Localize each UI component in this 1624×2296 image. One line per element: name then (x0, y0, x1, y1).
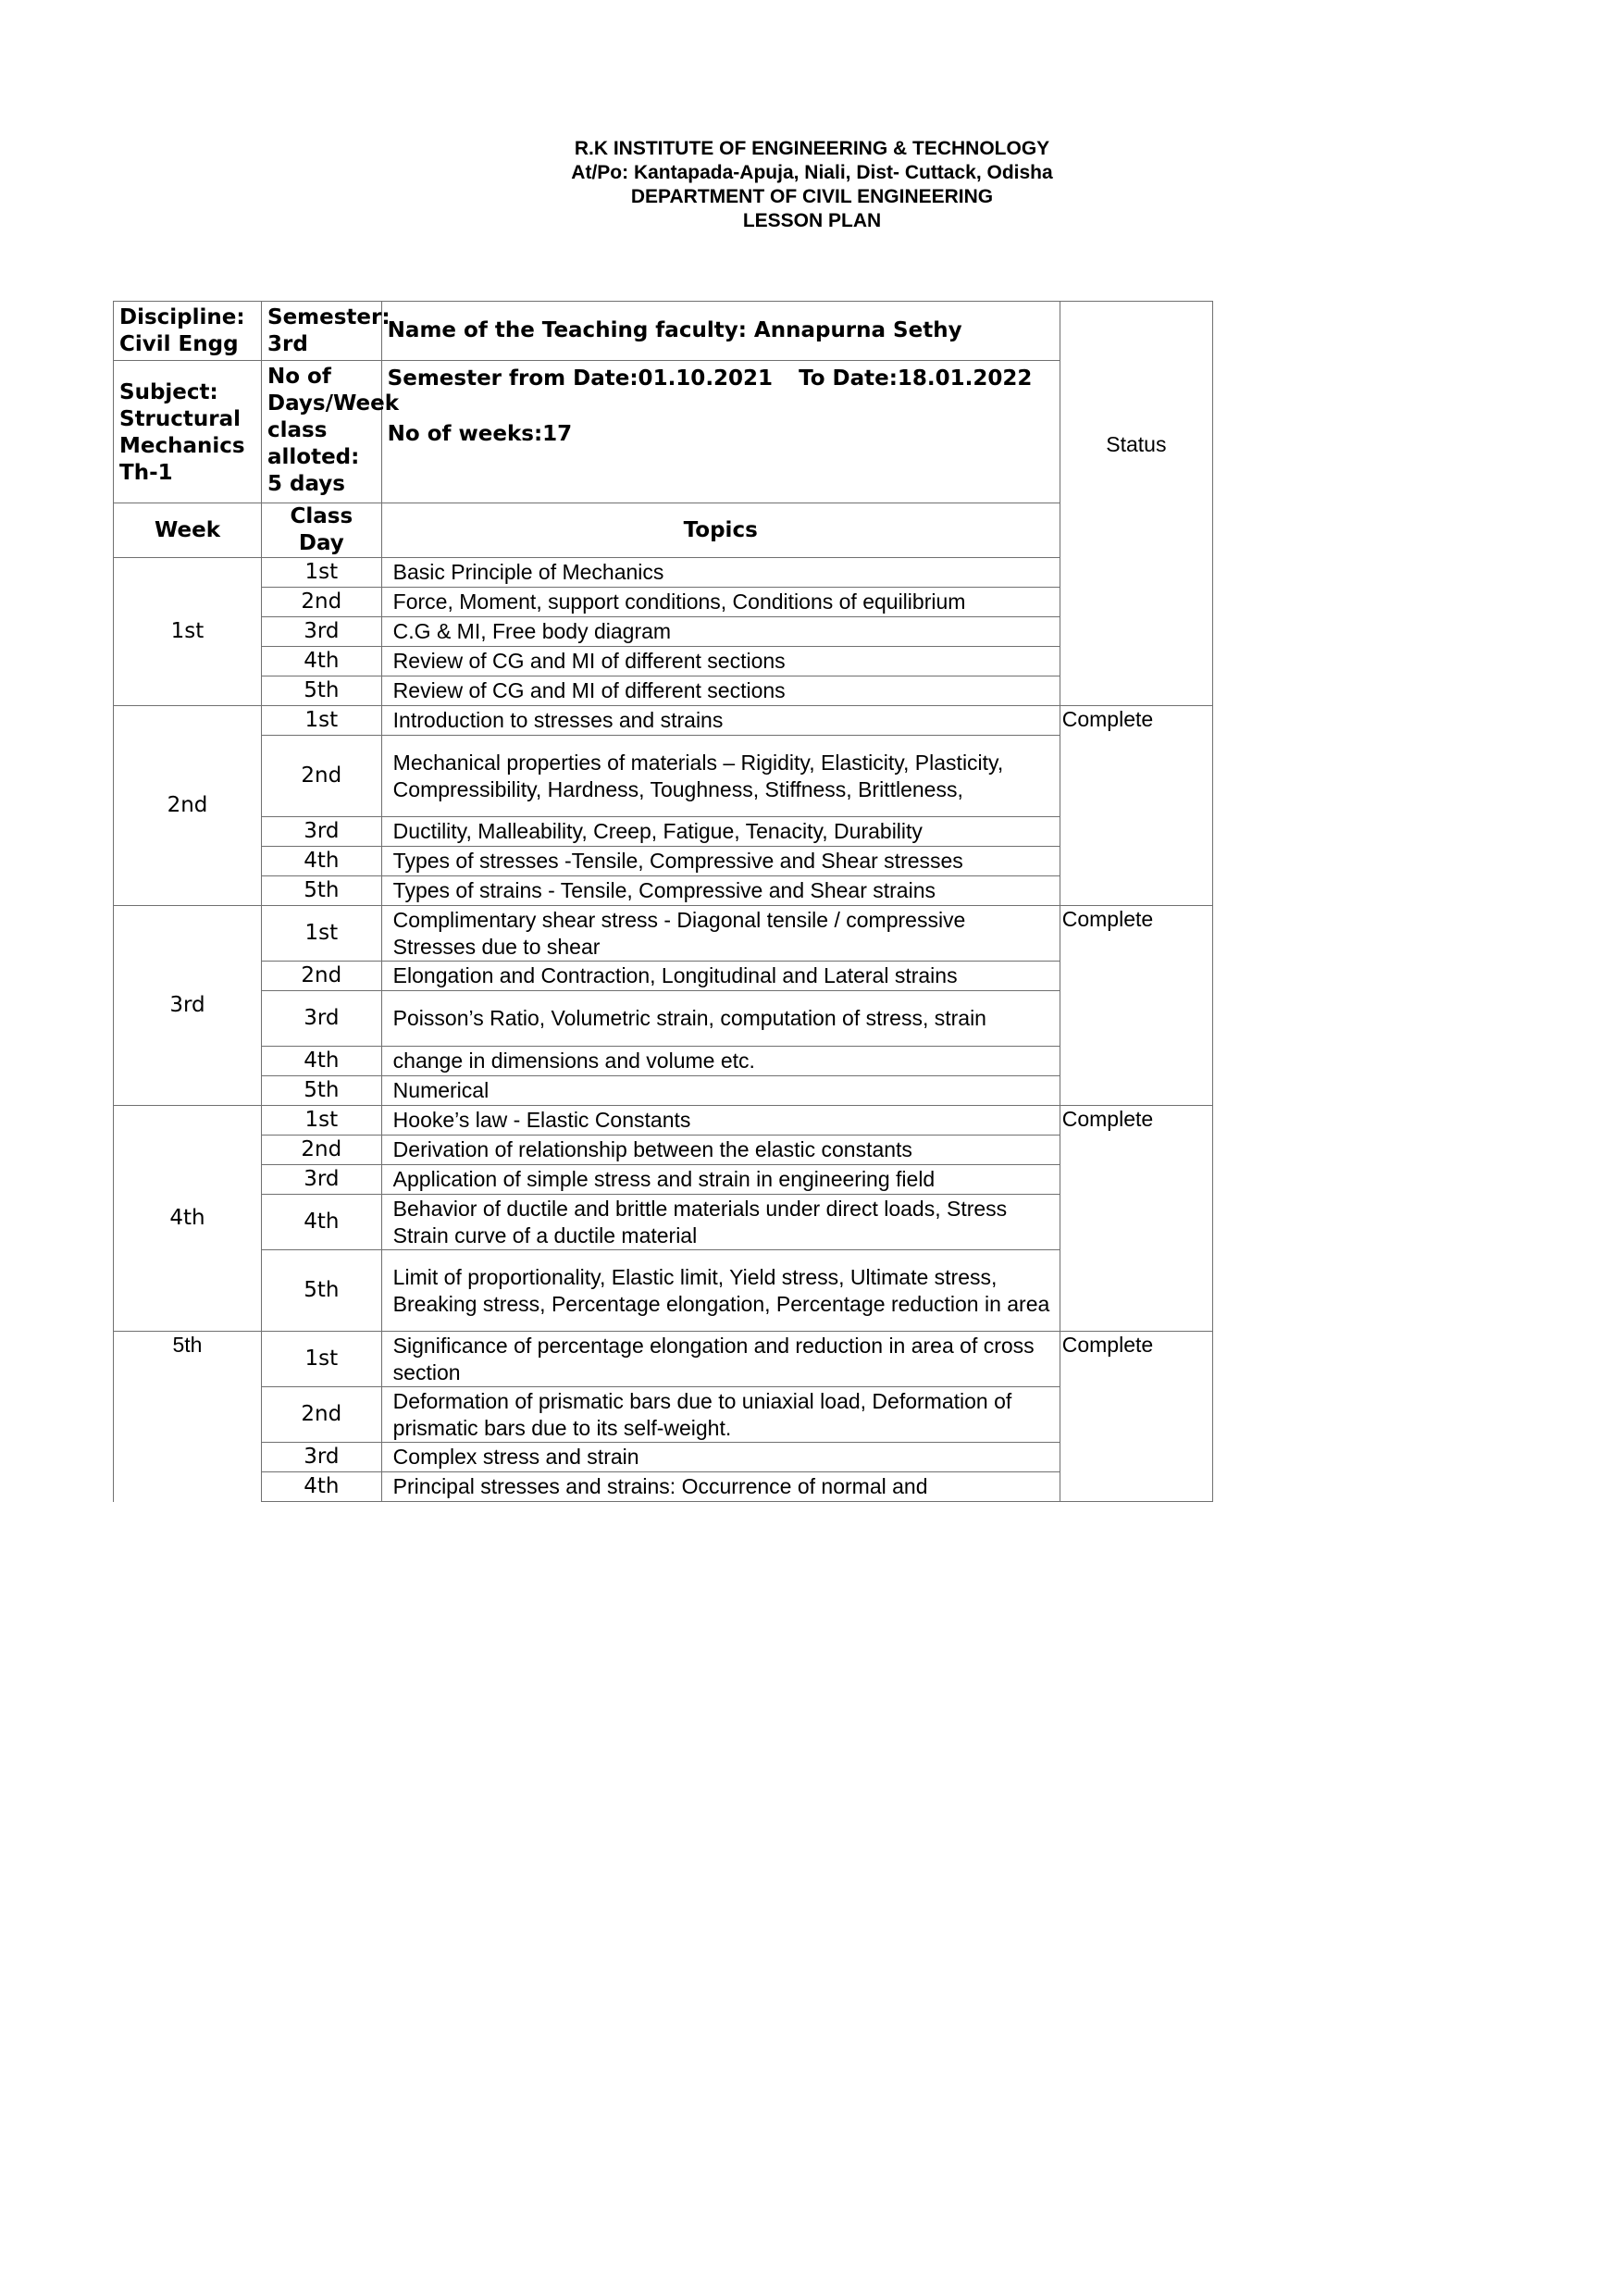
topic-cell: Review of CG and MI of different sections (381, 647, 1060, 676)
lesson-plan-table (113, 301, 1213, 1502)
class-day-cell: 4th (262, 1195, 382, 1250)
class-day-cell: 5th (262, 676, 382, 706)
class-day-cell: 1st (262, 558, 382, 588)
class-day-cell: 4th (262, 1472, 382, 1502)
topic-cell: Force, Moment, support conditions, Conditions of equilibrium (381, 588, 1060, 617)
class-day-cell: 3rd (262, 991, 382, 1047)
week-column-header: Week (114, 503, 262, 558)
document-header (0, 137, 1624, 233)
week-cell: 4th (114, 1106, 262, 1332)
class-day-cell: 1st (262, 706, 382, 736)
topic-cell: Complimentary shear stress - Diagonal tensile / compressive Stresses due to shear (381, 906, 1060, 962)
status-cell: Complete (1060, 1106, 1212, 1332)
class-day-cell: 1st (262, 906, 382, 962)
topic-cell: C.G & MI, Free body diagram (381, 617, 1060, 647)
institute-name: R.K INSTITUTE OF ENGINEERING & TECHNOLOGY (574, 138, 1050, 159)
class-day-cell: 3rd (262, 1443, 382, 1472)
topic-cell: Complex stress and strain (381, 1443, 1060, 1472)
class-day-cell: 1st (262, 1332, 382, 1387)
topic-cell: Types of stresses -Tensile, Compressive and Shear stresses (381, 847, 1060, 876)
topic-cell: Principal stresses and strains: Occurrence of normal and (381, 1472, 1060, 1502)
department-name: DEPARTMENT OF CIVIL ENGINEERING (630, 186, 994, 207)
topic-cell: change in dimensions and volume etc. (381, 1047, 1060, 1076)
topic-cell: Poisson’s Ratio, Volumetric strain, computation of stress, strain (381, 991, 1060, 1047)
topic-cell: Hooke’s law - Elastic Constants (381, 1106, 1060, 1136)
class-day-cell: 5th (262, 876, 382, 906)
semester-dates-cell (381, 361, 1060, 503)
week-cell: 1st (114, 558, 262, 706)
class-day-cell: 5th (262, 1250, 382, 1332)
status-cell (1060, 558, 1212, 706)
topic-cell: Behavior of ductile and brittle materials under direct loads, Stress Strain curve of a ductile material (381, 1195, 1060, 1250)
discipline-cell: Discipline: Civil Engg (114, 302, 262, 361)
week-cell: 3rd (114, 906, 262, 1106)
class-day-cell: 2nd (262, 962, 382, 991)
week-cell: 2nd (114, 706, 262, 906)
subject-cell: Subject: Structural Mechanics Th-1 (114, 361, 262, 503)
class-day-cell: 2nd (262, 1136, 382, 1165)
topic-cell: Introduction to stresses and strains (381, 706, 1060, 736)
weeks-count: No of weeks:17 (387, 422, 573, 446)
topic-cell: Limit of proportionality, Elastic limit, Yield stress, Ultimate stress, Breaking stress, Percentage elongation, Percentage reduction in area (381, 1250, 1060, 1332)
faculty-cell: Name of the Teaching faculty: Annapurna Sethy (381, 302, 1060, 361)
topic-cell: Elongation and Contraction, Longitudinal and Lateral strains (381, 962, 1060, 991)
class-day-cell: 4th (262, 647, 382, 676)
class-day-cell: 3rd (262, 817, 382, 847)
semester-to: To Date:18.01.2022 (799, 366, 1033, 391)
class-day-cell: 2nd (262, 1387, 382, 1443)
class-day-cell: 5th (262, 1076, 382, 1106)
days-alloted-cell: No of Days/Week class alloted: 5 days (262, 361, 382, 503)
topic-cell: Review of CG and MI of different sections (381, 676, 1060, 706)
institute-address: At/Po: Kantapada-Apuja, Niali, Dist- Cuttack, Odisha (571, 162, 1053, 183)
status-header: Status (1060, 302, 1212, 558)
class-day-column-header: Class Day (262, 503, 382, 558)
status-cell: Complete (1060, 706, 1212, 906)
topic-cell: Mechanical properties of materials – Rigidity, Elasticity, Plasticity, Compressibility, Hardness, Toughness, Stiffness, Brittleness, (381, 736, 1060, 817)
status-cell: Complete (1060, 906, 1212, 1106)
class-day-cell: 3rd (262, 617, 382, 647)
topics-column-header: Topics (381, 503, 1060, 558)
topic-cell: Ductility, Malleability, Creep, Fatigue, Tenacity, Durability (381, 817, 1060, 847)
class-day-cell: 4th (262, 1047, 382, 1076)
topic-cell: Significance of percentage elongation and reduction in area of cross section (381, 1332, 1060, 1387)
status-cell: Complete (1060, 1332, 1212, 1502)
class-day-cell: 3rd (262, 1165, 382, 1195)
class-day-cell: 2nd (262, 736, 382, 817)
document-title: LESSON PLAN (742, 210, 882, 231)
week-cell: 5th (114, 1332, 262, 1502)
topic-cell: Basic Principle of Mechanics (381, 558, 1060, 588)
topic-cell: Numerical (381, 1076, 1060, 1106)
topic-cell: Application of simple stress and strain in engineering field (381, 1165, 1060, 1195)
semester-cell: Semester: 3rd (262, 302, 382, 361)
topic-cell: Derivation of relationship between the elastic constants (381, 1136, 1060, 1165)
class-day-cell: 4th (262, 847, 382, 876)
topic-cell: Deformation of prismatic bars due to uniaxial load, Deformation of prismatic bars due to its self-weight. (381, 1387, 1060, 1443)
semester-from: Semester from Date:01.10.2021 (387, 366, 774, 391)
class-day-cell: 2nd (262, 588, 382, 617)
class-day-cell: 1st (262, 1106, 382, 1136)
topic-cell: Types of strains - Tensile, Compressive and Shear strains (381, 876, 1060, 906)
